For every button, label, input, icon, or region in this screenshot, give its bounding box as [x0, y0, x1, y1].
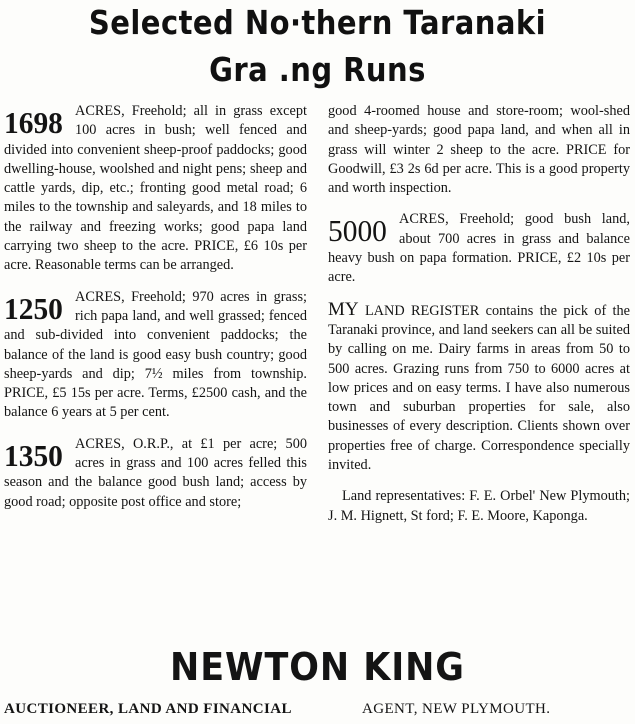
headline-line-1: Selected No·thern Taranaki [88, 3, 547, 42]
listing-text: ACRES, O.R.P., at £1 per acre; 500 acres in grass and 100 acres felled this season and the balance good bush land; access by good road; opposite post office and store; [4, 435, 307, 510]
listing-1350-acres [4, 435, 307, 512]
land-register-notice [328, 300, 630, 476]
land-register-text: LAND REGISTER contains the pick of the Taranaki province, and land seekers can all be suited by calling on me. Dairy farms in areas from 50 to 500 acres. Grazing runs from 750 to 6000 acres at low prices and on easy terms. I have also numerous town and suburban properties for sale, also businesses of every description. Clients shown over properties free of charge. Correspondence specially invited. [328, 302, 631, 474]
land-representatives: Land representatives: F. E. Orbel' New Plymouth; J. M. Hignett, St ford; F. E. Moore, Kaponga. [328, 488, 630, 524]
listing-acreage: 1350 [4, 437, 63, 473]
listing-acreage: 5000 [328, 213, 387, 249]
advertiser-title-right: AGENT, NEW PLYMOUTH. [362, 701, 551, 717]
advertiser-name: NEWTON KING [170, 645, 465, 689]
listing-text: ACRES, Freehold; 970 acres in grass; rich papa land, and well grassed; fenced and sub-divided into convenient paddocks; the balance of the land is good easy bush country; good sheep-yards and dip; 7½ miles from township. PRICE, £5 15s per acre. Terms, £2500 cash, and the balance 6 years at 5 per cent. [4, 288, 307, 421]
right-column [328, 102, 630, 526]
advertiser-title-left: AUCTIONEER, LAND AND FINANCIAL [4, 701, 292, 717]
land-register-lead: MY [328, 298, 359, 320]
listing-acreage: 1698 [4, 105, 63, 140]
listing-1698-acres [4, 102, 307, 276]
listing-text: ACRES, Freehold; all in grass except 100 acres in bush; well fenced and divided into convenient sheep-proof paddocks; good dwelling-house, woolshed and night pens; sheep and cattle yards, dip, etc.; fronting good metal road; 6 miles to the township and saleyards, and 18 miles to the railway and freezing works; good papa land carrying two sheep to the acre. PRICE, £6 10s per acre. Reasonable terms can be arranged. [4, 103, 307, 274]
listing-1350-continued: good 4-roomed house and store-room; wool-shed and sheep-yards; good papa land, and when all in grass will winter 2 sheep to the acre. PRICE for Goodwill, £3 2s 6d per acre. This is a good property and worth inspection. [328, 103, 630, 197]
listing-5000-acres [328, 210, 630, 287]
left-column [4, 102, 307, 512]
headline-line-2: Gra .ng Runs [209, 50, 426, 89]
listing-acreage: 1250 [4, 290, 63, 326]
listing-1250-acres [4, 288, 307, 423]
listing-text: ACRES, Freehold; good bush land, about 700 acres in grass and balance heavy bush on papa formation. PRICE, £2 10s per acre. [328, 211, 630, 286]
